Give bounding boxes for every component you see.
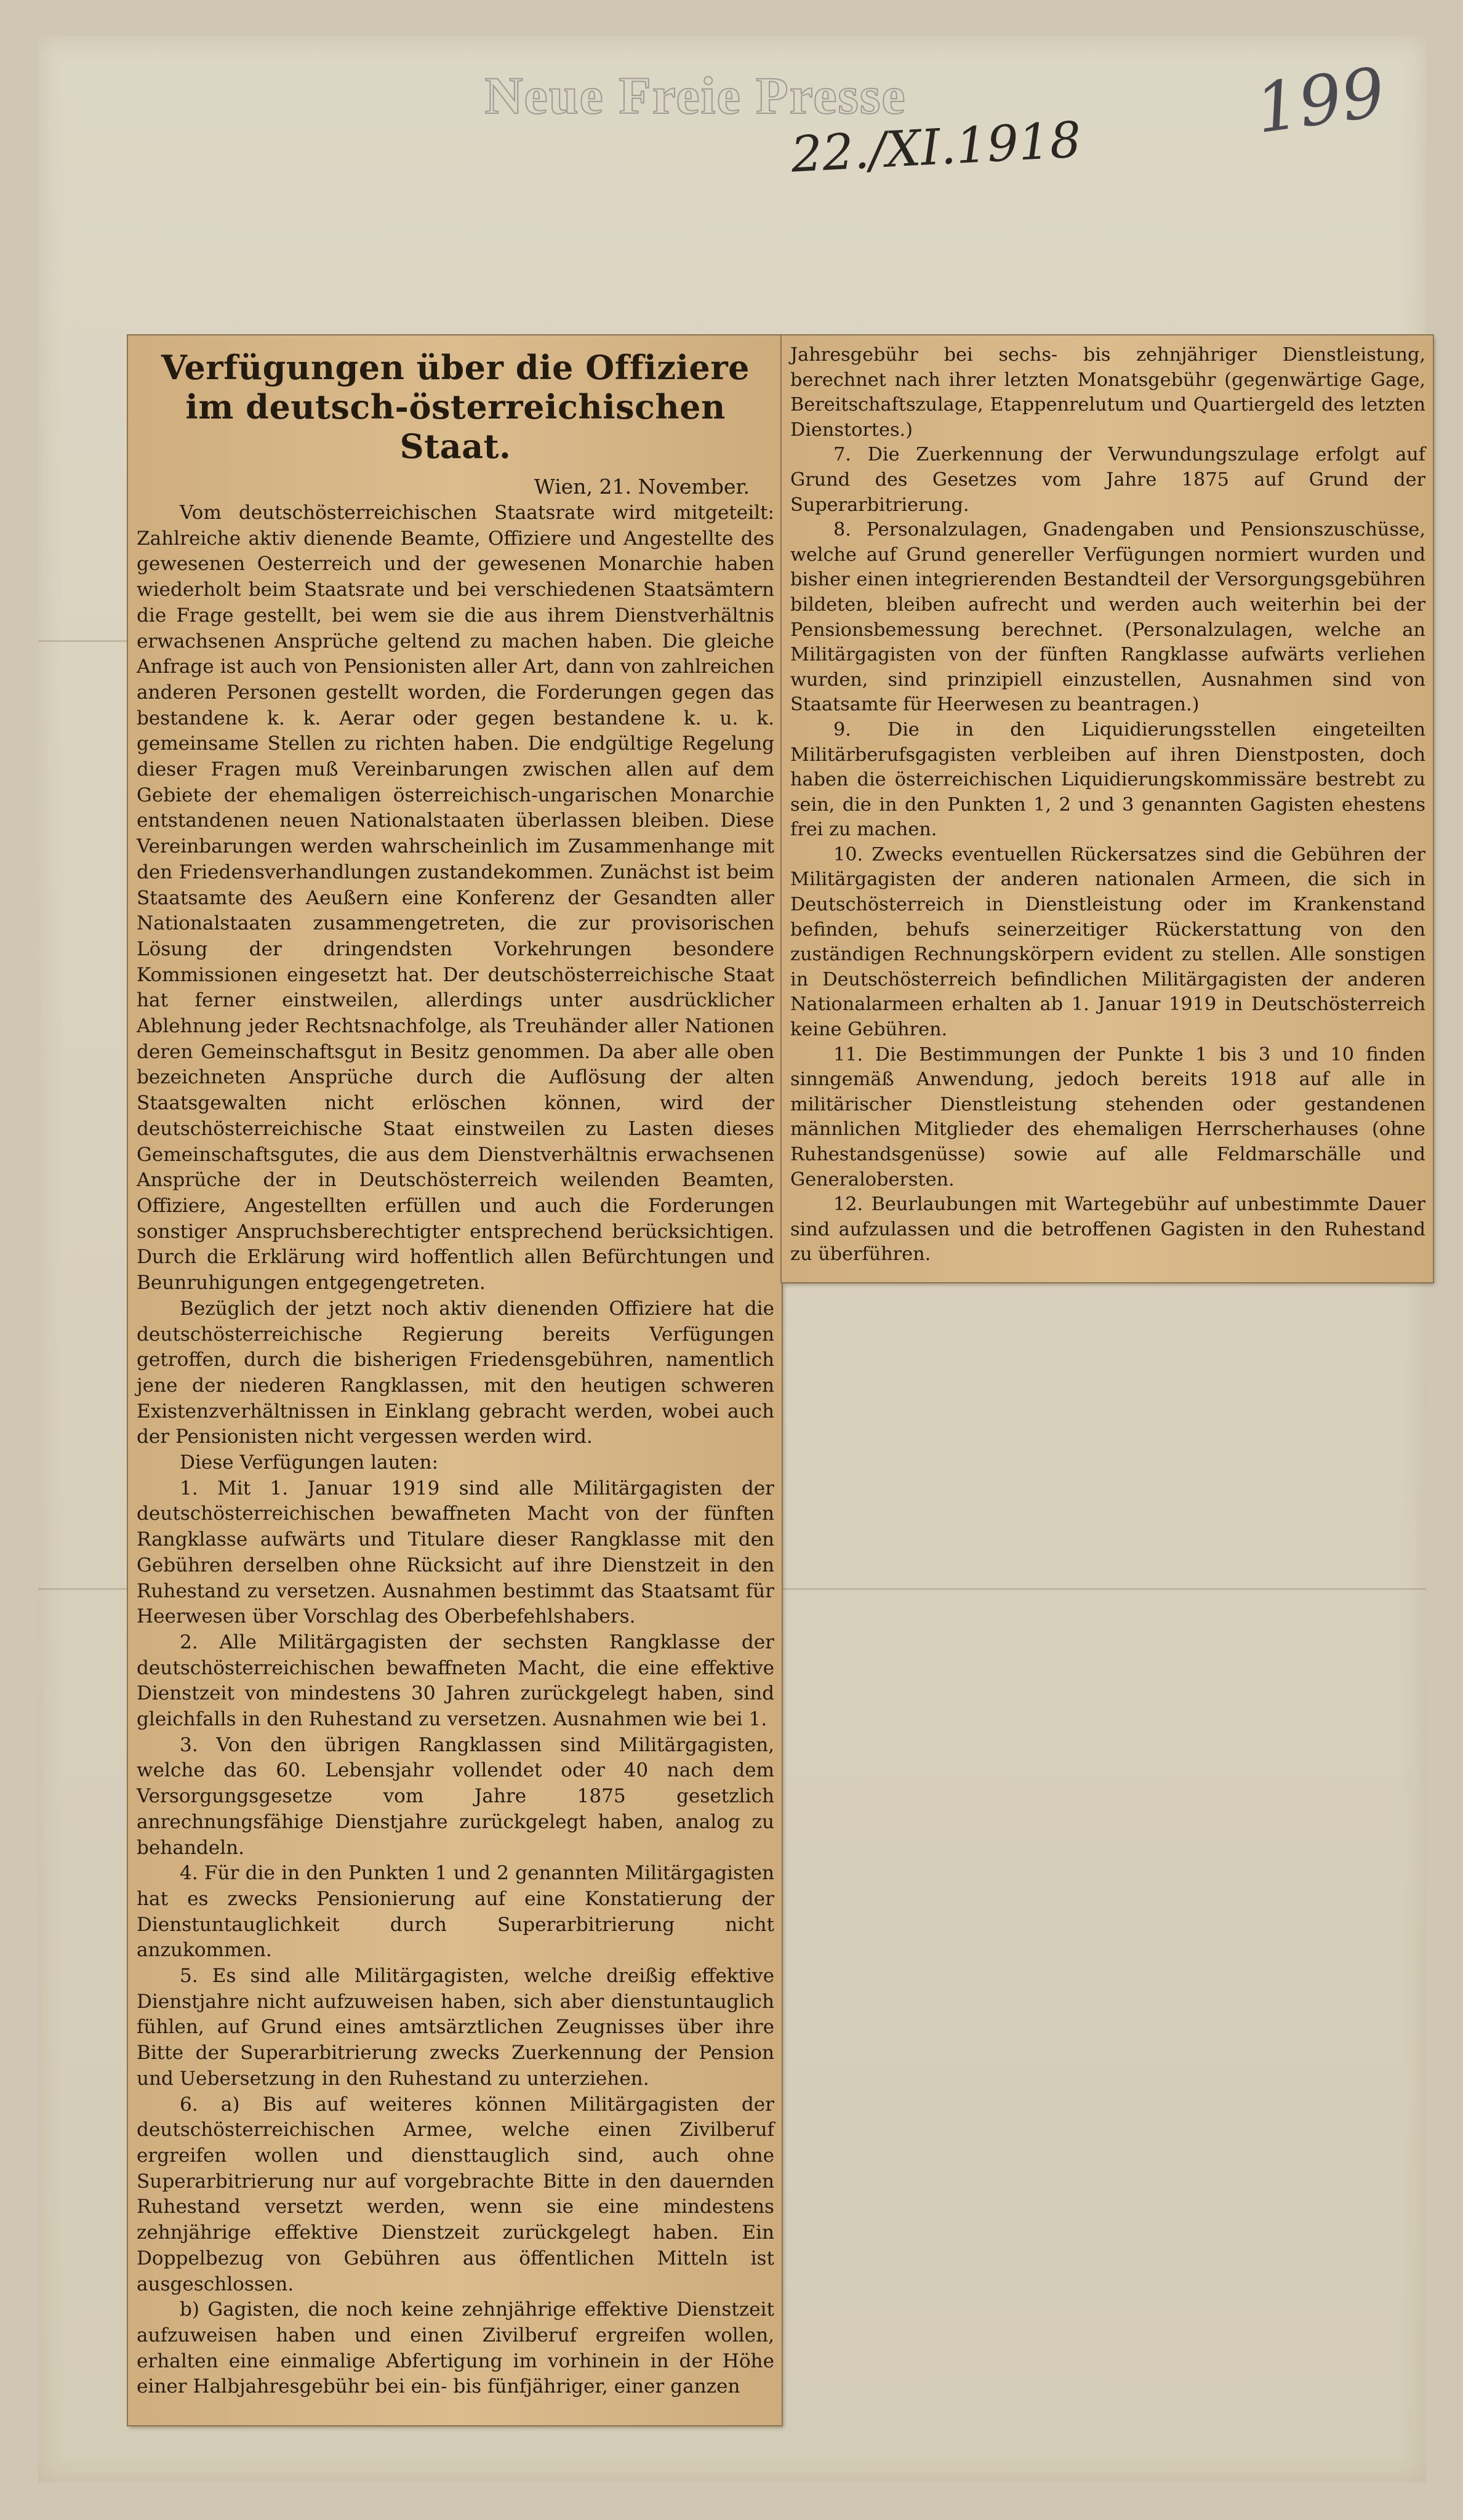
article-paragraph: 12. Beurlaubungen mit Wartegebühr auf unbestimmte Dauer sind aufzulassen und die betroffenen Gagisten in den Ruhestand zu überführen. (790, 1194, 1425, 1266)
article-paragraph: 4. Für die in den Punkten 1 und 2 genannten Militärgagisten hat es zwecks Pensionierung auf eine Konstatierung der Dienstuntauglichkeit durch Superarbitrierung nicht anzukommen. (137, 1862, 774, 1962)
article-paragraph: b) Gagisten, die noch keine zehnjährige effektive Dienstzeit aufzuweisen haben und einen Zivilberuf ergreifen wollen, erhalten eine einmalige Abfertigung im vorhinein in der Höhe einer Halbjahresgebühr bei ein- bis fünfjähriger, einer ganzen (137, 2298, 774, 2398)
article-paragraph: Vom deutschösterreichischen Staatsrate wird mitgeteilt: Zahlreiche aktiv dienende Beamte, Offiziere und Angestellte des gewesenen Oesterreich und der gewesenen Monarchie haben wiederholt beim Staatsrate und bei verschiedenen Staatsämtern die Frage gestellt, bei wem sie die aus ihrem Dienstverhältnis erwachsenen Ansprüche geltend zu machen haben. Die gleiche Anfrage ist auch von Pensionisten aller Art, dann von zahlreichen anderen Personen gestellt worden, die Forderungen gegen das bestandene k. k. Aerar oder gegen bestandene k. u. k. gemeinsame Stellen zu richten haben. Die endgültige Regelung dieser Fragen muß Vereinbarungen zwischen allen auf dem Gebiete der ehemaligen österreichisch-ungarischen Monarchie entstandenen neuen Nationalstaaten überlassen bleiben. Diese Vereinbarungen werden wahrscheinlich im Zusammenhange mit den Friedensverhandlungen zustandekommen. Zunächst ist beim Staatsamte des Aeußern eine Konferenz der Gesandten aller Nationalstaaten zusammengetreten, die zur provisorischen Lösung der dringendsten Vorkehrungen besondere Kommissionen eingesetzt hat. Der deutschösterreichische Staat hat ferner einstweilen, allerdings unter ausdrücklicher Ablehnung jeder Rechtsnachfolge, als Treuhänder aller Nationen deren Gemeinschaftsgut in Besitz genommen. Da aber alle oben bezeichneten Ansprüche durch die Auflösung der alten Staatsgewalten nicht erlöschen können, wird der deutschösterreichische Staat einstweilen zu Lasten dieses Gemeinschaftsgutes, die aus dem Dienstverhältnis erwachsenen Ansprüche der in Deutschösterreich weilenden Beamten, Offiziere, Angestellten erfüllen und auch die Forderungen sonstiger Anspruchsberechtigter entsprechend berücksichtigen. Durch die Erklärung wird hoffentlich allen Befürchtungen und Beunruhigungen entgegengetreten. (137, 502, 774, 1294)
article-paragraph: 11. Die Bestimmungen der Punkte 1 bis 3 und 10 finden sinngemäß Anwendung, jedoch bereits 1918 auf alle in militärischer Dienstleistung stehenden oder gestandenen männlichen Mitglieder des ehemaligen Herrscherhauses (ohne Ruhestandsgenüsse) sowie auf alle Feldmarschälle und Generalobersten. (790, 1043, 1425, 1190)
clipping-right-column (782, 335, 1433, 1282)
article-paragraph: 7. Die Zuerkennung der Verwundungszulage erfolgt auf Grund des Gesetzes vom Jahre 1875 auf Grund der Superarbitrierung. (790, 444, 1425, 516)
article-paragraph: 10. Zwecks eventuellen Rückersatzes sind die Gebühren der Militärgagisten der anderen nationalen Armeen, die sich in Deutschösterreich in Dienstleistung oder im Krankenstand befinden, behufs seinerzeitiger Rückerstattung von den zuständigen Rechnungskörpern evident zu stellen. Alle sonstigen in Deutschösterreich befindlichen Militärgagisten der anderen Nationalarmeen erhalten ab 1. Januar 1919 in Deutschösterreich keine Gebühren. (790, 843, 1425, 1041)
article-paragraph: 9. Die in den Liquidierungsstellen eingeteilten Militärberufsgagisten verbleiben auf ihren Dienstposten, doch haben die österreichischen Liquidierungskommissäre bestrebt zu sein, die in den Punkten 1, 2 und 3 genannten Gagisten ehestens frei zu machen. (790, 718, 1425, 841)
handwritten-date: 22./XI.1918 (789, 111, 1083, 183)
article-paragraph: 3. Von den übrigen Rangklassen sind Militärgagisten, welche das 60. Lebensjahr vollendet oder 40 nach dem Versorgungsgesetze vom Jahre 1875 gesetzlich anrechnungsfähige Dienstjahre zurückgelegt haben, analog zu behandeln. (137, 1733, 774, 1859)
clipping-left-column (128, 335, 782, 2425)
article-paragraph: Diese Verfügungen lauten: (180, 1451, 438, 1474)
article-column-right (790, 343, 1425, 1267)
article-headline: Verfügungen über die Offiziere im deutsch-österreichischen Staat. (161, 348, 750, 466)
article-paragraph: Jahresgebühr bei sechs- bis zehnjähriger Dienstleistung, berechnet nach ihrer letzten Monatsgebühr (gegenwärtige Gage, Bereitschaftszulage, Etappenrelutum und Quartiergeld des letzten Dienstortes.) (790, 344, 1425, 441)
article-paragraph: 2. Alle Militärgagisten der sechsten Rangklasse der deutschösterreichischen bewaffneten Macht, die eine effektive Dienstzeit von mindestens 30 Jahren zurückgelegt haben, sind gleichfalls in den Ruhestand zu versetzen. Ausnahmen wie bei 1. (137, 1631, 774, 1731)
article-paragraph: 8. Personalzulagen, Gnadengaben und Pensionszuschüsse, welche auf Grund genereller Verfügungen normiert wurden und bisher einen integrierenden Bestandteil der Versorgungsgebühren bildeten, bleiben aufrecht und werden auch weiterhin bei der Pensionsbemessung berechnet. (Personalzulagen, welche an Militärgagisten von der fünften Rangklasse aufwärts verliehen wurden, sind prinzipiell einzustellen, Ausnahmen sind von Staatsamte für Heerwesen zu beantragen.) (790, 519, 1425, 716)
article-column-left (137, 343, 774, 2400)
folio-number: 199 (1251, 52, 1390, 149)
article-paragraph: 1. Mit 1. Januar 1919 sind alle Militärgagisten der deutschösterreichischen bewaffneten Macht von der fünften Rangklasse aufwärts und Titulare dieser Rangklasse mit den Gebühren derselben ohne Rücksicht auf ihre Dienstzeit in den Ruhestand zu versetzen. Ausnahmen bestimmt das Staatsamt für Heerwesen über Vorschlag des Oberbefehlshabers. (137, 1477, 774, 1628)
article-paragraph: Bezüglich der jetzt noch aktiv dienenden Offiziere hat die deutschösterreichische Regierung bereits Verfügungen getroffen, durch die bisherigen Friedensgebühren, namentlich jene der niederen Rangklassen, mit den heutigen schweren Existenzverhältnissen in Einklang gebracht werden, wobei auch der Pensionisten nicht vergessen werden wird. (137, 1297, 774, 1448)
article-dateline: Wien, 21. November. (534, 475, 750, 499)
article-paragraph: 5. Es sind alle Militärgagisten, welche dreißig effektive Dienstjahre nicht aufzuweisen haben, sich aber dienstuntauglich fühlen, auf Grund eines amtsärztlichen Zeugnisses über ihre Bitte der Superarbitrierung zwecks Zuerkennung der Pension und Uebersetzung in den Ruhestand zu unterziehen. (137, 1965, 774, 2090)
article-paragraph: 6. a) Bis auf weiteres können Militärgagisten der deutschösterreichischen Armee, welche einen Zivilberuf ergreifen wollen und diensttauglich sind, auch ohne Superarbitrierung nur auf vorgebrachte Bitte in den dauernden Ruhestand versetzt werden, wenn sie eine mindestens zehnjährige effektive Dienstzeit zurückgelegt haben. Ein Doppelbezug von Gebühren aus öffentlichen Mitteln ist ausgeschlossen. (137, 2093, 774, 2295)
source-stamp: Neue Freie Presse (484, 66, 907, 125)
